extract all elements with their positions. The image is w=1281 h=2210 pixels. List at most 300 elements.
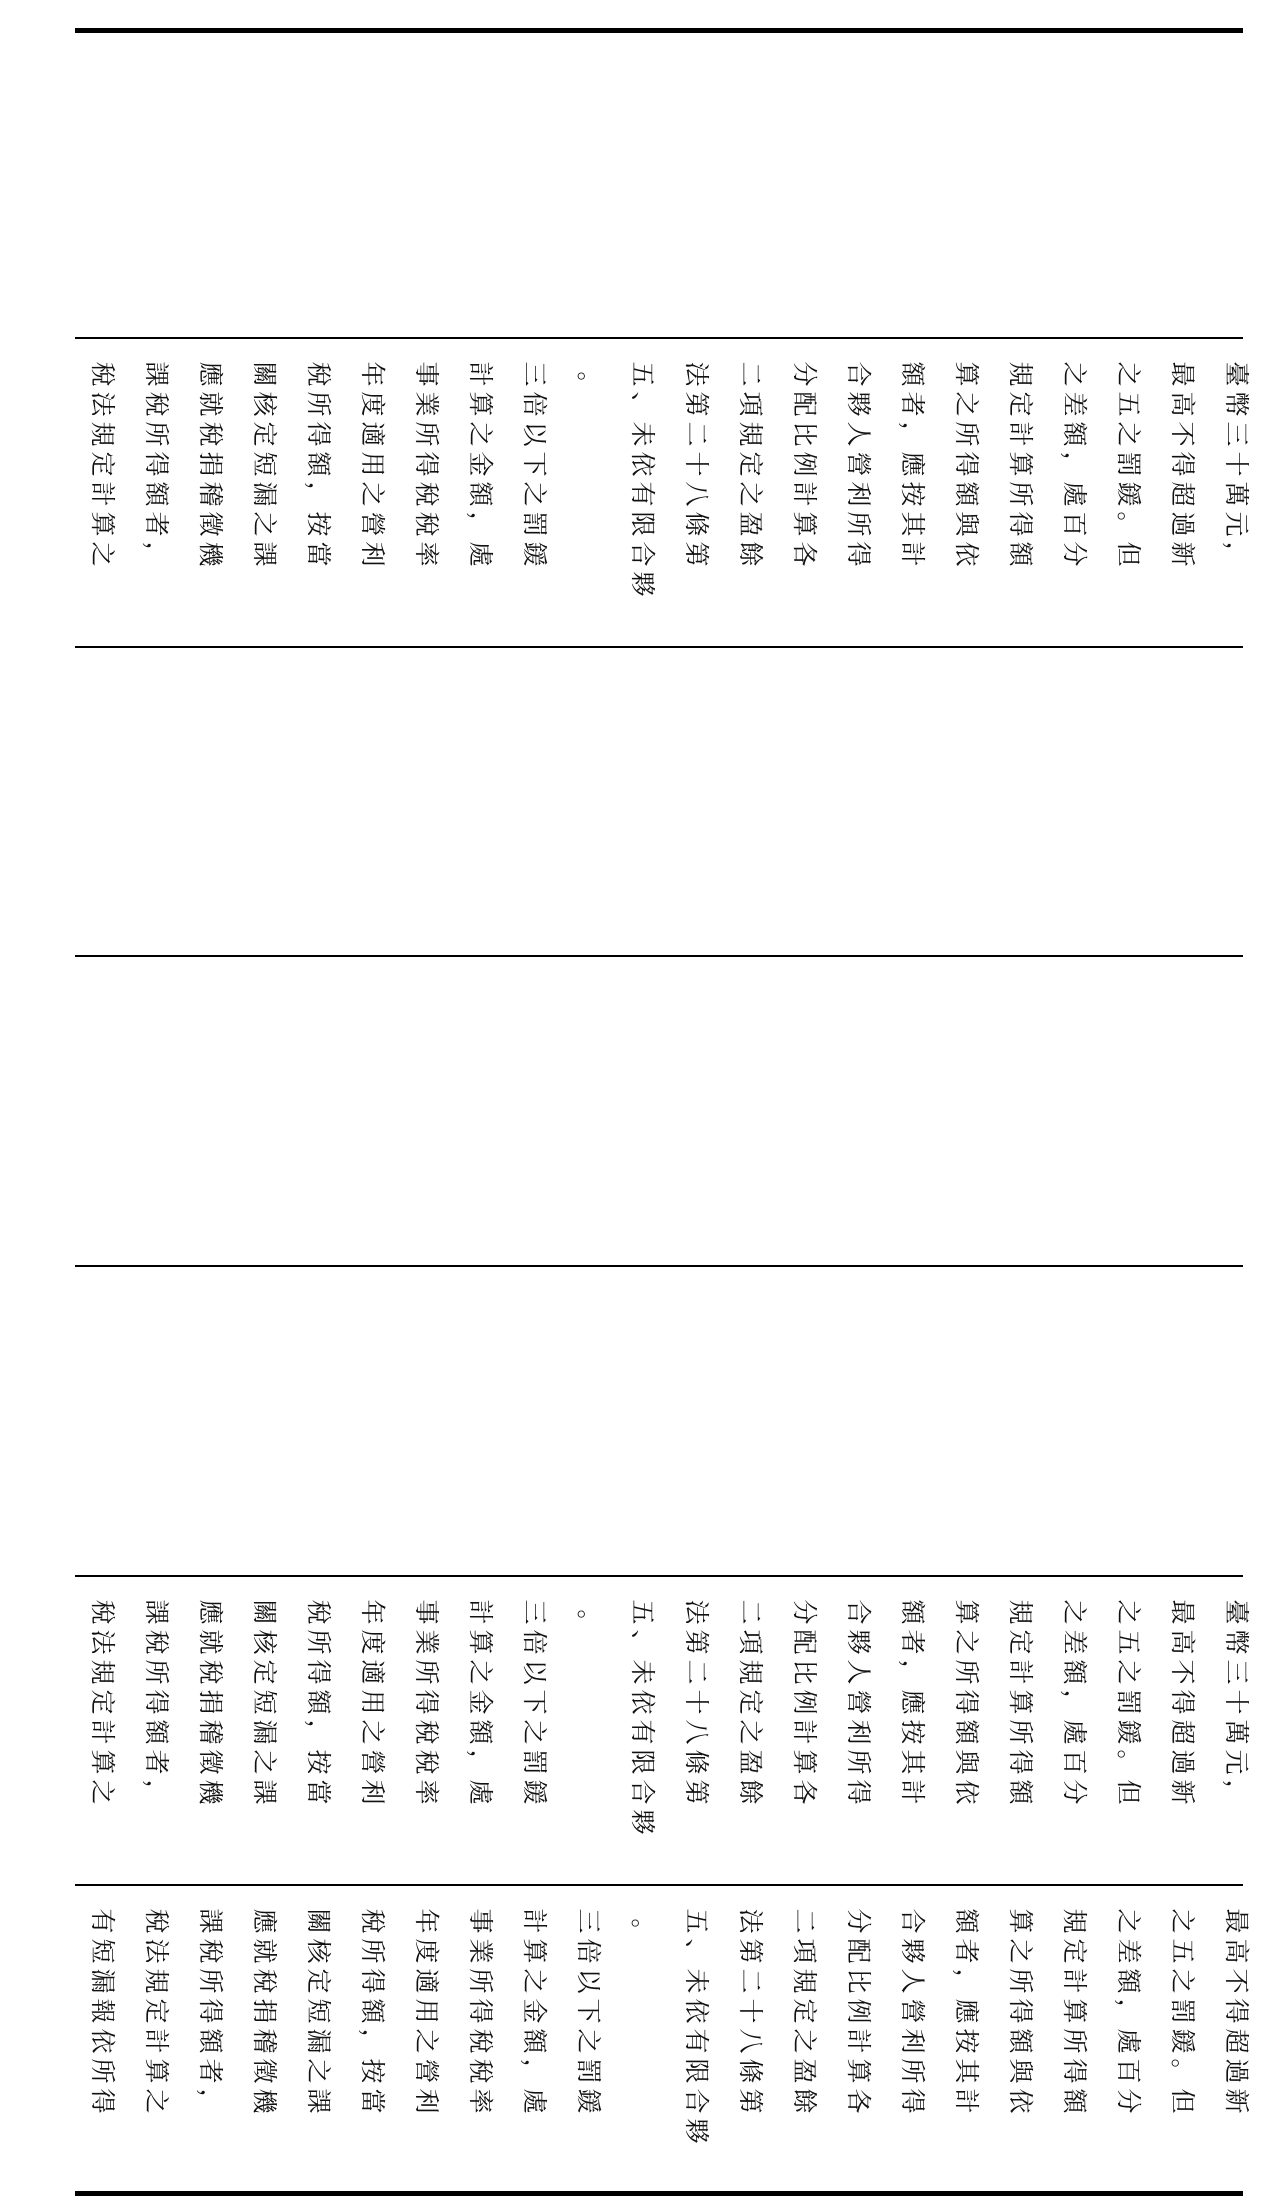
glyph: 課 xyxy=(196,1908,225,1934)
glyph: 得 xyxy=(844,541,873,567)
text-column xyxy=(399,1886,453,2191)
glyph: 計 xyxy=(142,2028,171,2054)
glyph: 計 xyxy=(1006,1659,1035,1685)
text-column xyxy=(345,1577,399,1884)
glyph: 者 xyxy=(142,1749,171,1775)
glyph: 不 xyxy=(1168,421,1197,447)
glyph: 過 xyxy=(1222,2058,1251,2084)
glyph: 比 xyxy=(790,1659,819,1685)
glyph: 額 xyxy=(952,1719,981,1745)
glyph: 盈 xyxy=(736,511,765,537)
glyph: 所 xyxy=(412,421,441,447)
text-column xyxy=(669,339,723,646)
glyph: 倍 xyxy=(574,1938,603,1964)
text-column xyxy=(1101,339,1155,646)
glyph: 餘 xyxy=(790,2088,819,2114)
glyph: 五 xyxy=(628,1599,657,1625)
glyph: 百 xyxy=(1114,2058,1143,2084)
glyph: 得 xyxy=(898,2088,927,2114)
glyph: 有 xyxy=(628,481,657,507)
glyph: 二 xyxy=(736,361,765,387)
glyph: 得 xyxy=(1168,1689,1197,1715)
glyph: 稅 xyxy=(196,1659,225,1685)
glyph: 合 xyxy=(844,1599,873,1625)
text-column xyxy=(1047,339,1101,646)
glyph: 五 xyxy=(1168,1938,1197,1964)
glyph: 按 xyxy=(952,2028,981,2054)
glyph: 度 xyxy=(412,1938,441,1964)
glyph: 分 xyxy=(844,1908,873,1934)
glyph: 利 xyxy=(844,481,873,507)
glyph: ， xyxy=(466,511,495,537)
glyph: 超 xyxy=(1222,2028,1251,2054)
glyph: 第 xyxy=(736,2088,765,2114)
glyph: 之 xyxy=(358,1719,387,1745)
glyph: 所 xyxy=(1006,1968,1035,1994)
text-column xyxy=(183,1577,237,1884)
text-column xyxy=(507,1886,561,2191)
text-column xyxy=(1047,1886,1101,2191)
glyph: 定 xyxy=(736,1689,765,1715)
glyph: 得 xyxy=(1006,511,1035,537)
text-column xyxy=(993,1577,1047,1884)
table-cell-text-a xyxy=(75,339,1251,646)
glyph: 短 xyxy=(250,1689,279,1715)
glyph: 得 xyxy=(1060,2058,1089,2084)
glyph: 夥 xyxy=(844,1629,873,1655)
glyph: ， xyxy=(196,2088,225,2114)
glyph: 之 xyxy=(304,2058,333,2084)
glyph: 倍 xyxy=(520,1629,549,1655)
table-cell-text-c xyxy=(75,1886,1251,2191)
glyph: 利 xyxy=(358,1779,387,1805)
glyph: 之 xyxy=(1114,1908,1143,1934)
glyph: 額 xyxy=(898,361,927,387)
text-column xyxy=(129,339,183,646)
glyph: 處 xyxy=(520,2088,549,2114)
glyph: 就 xyxy=(250,1938,279,1964)
glyph: 之 xyxy=(412,2028,441,2054)
glyph: 稽 xyxy=(196,1719,225,1745)
glyph: 十 xyxy=(682,451,711,477)
glyph: 應 xyxy=(196,1599,225,1625)
glyph: 盈 xyxy=(790,2058,819,2084)
glyph: 處 xyxy=(466,541,495,567)
text-column xyxy=(993,339,1047,646)
text-column xyxy=(777,339,831,646)
glyph: 報 xyxy=(88,1998,117,2024)
glyph: 算 xyxy=(142,2058,171,2084)
glyph: 五 xyxy=(1114,1629,1143,1655)
glyph: 得 xyxy=(952,1689,981,1715)
glyph: 計 xyxy=(88,1719,117,1745)
glyph: 最 xyxy=(1168,1599,1197,1625)
glyph: 用 xyxy=(412,1998,441,2024)
glyph: 額 xyxy=(304,1689,333,1715)
table-cell-text-b xyxy=(75,1577,1251,1884)
glyph: 合 xyxy=(682,2088,711,2114)
glyph: 例 xyxy=(844,1998,873,2024)
glyph: 規 xyxy=(88,1659,117,1685)
glyph: 罰 xyxy=(1114,1689,1143,1715)
glyph: 得 xyxy=(844,1779,873,1805)
text-column xyxy=(453,339,507,646)
glyph: 、 xyxy=(682,1938,711,1964)
glyph: 所 xyxy=(304,391,333,417)
glyph: ， xyxy=(1222,541,1251,567)
glyph: 依 xyxy=(1006,2088,1035,2114)
glyph: 得 xyxy=(196,1998,225,2024)
glyph: 用 xyxy=(358,451,387,477)
glyph: 得 xyxy=(304,1659,333,1685)
glyph: 以 xyxy=(574,1968,603,1994)
glyph: 定 xyxy=(88,451,117,477)
glyph: 之 xyxy=(1060,1599,1089,1625)
glyph: 定 xyxy=(1006,391,1035,417)
glyph: 罰 xyxy=(1168,1998,1197,2024)
glyph: 處 xyxy=(466,1779,495,1805)
text-column xyxy=(291,1886,345,2191)
text-column xyxy=(507,339,561,646)
glyph: 罰 xyxy=(1114,451,1143,477)
glyph: 其 xyxy=(952,2058,981,2084)
glyph: 夥 xyxy=(628,571,657,597)
glyph: 稅 xyxy=(466,2058,495,2084)
text-column xyxy=(75,1577,129,1884)
glyph: 計 xyxy=(844,2028,873,2054)
glyph: 者 xyxy=(142,511,171,537)
glyph: 差 xyxy=(1114,1938,1143,1964)
glyph: 額 xyxy=(952,481,981,507)
glyph: 之 xyxy=(736,1719,765,1745)
glyph: 得 xyxy=(1168,451,1197,477)
glyph: 五 xyxy=(1114,391,1143,417)
glyph: 計 xyxy=(466,361,495,387)
glyph: 用 xyxy=(358,1689,387,1715)
glyph: 計 xyxy=(790,1719,819,1745)
glyph: 鍰 xyxy=(520,541,549,567)
glyph: 額 xyxy=(520,2028,549,2054)
glyph: 下 xyxy=(574,1998,603,2024)
glyph: 得 xyxy=(466,1998,495,2024)
glyph: 課 xyxy=(304,2088,333,2114)
glyph: 所 xyxy=(952,421,981,447)
glyph: 營 xyxy=(358,511,387,537)
glyph: 關 xyxy=(250,1599,279,1625)
glyph: 額 xyxy=(952,1908,981,1934)
glyph: 五 xyxy=(682,1908,711,1934)
glyph: 額 xyxy=(142,1719,171,1745)
glyph: 所 xyxy=(1060,2028,1089,2054)
glyph: 所 xyxy=(142,1659,171,1685)
glyph: 各 xyxy=(790,1779,819,1805)
text-column xyxy=(669,1886,723,2191)
glyph: 超 xyxy=(1168,1719,1197,1745)
glyph: 合 xyxy=(898,1908,927,1934)
glyph: 之 xyxy=(250,511,279,537)
glyph: 計 xyxy=(790,481,819,507)
glyph: 二 xyxy=(736,1968,765,1994)
glyph: 合 xyxy=(844,361,873,387)
text-column xyxy=(453,1577,507,1884)
glyph: 罰 xyxy=(574,2058,603,2084)
text-column xyxy=(885,1886,939,2191)
glyph: 年 xyxy=(358,1599,387,1625)
glyph: 率 xyxy=(466,2088,495,2114)
glyph: 條 xyxy=(682,1749,711,1775)
text-column xyxy=(561,1886,615,2191)
text-column xyxy=(993,1886,1047,2191)
glyph: 新 xyxy=(1168,1779,1197,1805)
glyph: 稅 xyxy=(88,361,117,387)
glyph: 八 xyxy=(736,2028,765,2054)
text-column xyxy=(939,1886,993,2191)
glyph: 十 xyxy=(736,1998,765,2024)
glyph: 但 xyxy=(1114,541,1143,567)
glyph: 法 xyxy=(142,1938,171,1964)
glyph: 分 xyxy=(790,361,819,387)
text-column xyxy=(345,339,399,646)
glyph: 當 xyxy=(304,1779,333,1805)
glyph: 夥 xyxy=(844,391,873,417)
glyph: 之 xyxy=(736,481,765,507)
glyph: 短 xyxy=(304,1998,333,2024)
glyph: 漏 xyxy=(250,1719,279,1745)
glyph: 人 xyxy=(844,1659,873,1685)
glyph: 高 xyxy=(1168,1629,1197,1655)
glyph: 稅 xyxy=(412,511,441,537)
text-column xyxy=(1101,1886,1155,2191)
glyph: 者 xyxy=(196,2058,225,2084)
glyph: 徵 xyxy=(196,1749,225,1775)
glyph: 定 xyxy=(1006,1629,1035,1655)
glyph: 定 xyxy=(88,1689,117,1715)
glyph: 金 xyxy=(466,1689,495,1715)
glyph: 定 xyxy=(790,1998,819,2024)
glyph: 萬 xyxy=(1222,481,1251,507)
glyph: 三 xyxy=(1222,1659,1251,1685)
text-column xyxy=(399,339,453,646)
glyph: 處 xyxy=(1114,2028,1143,2054)
glyph: 八 xyxy=(682,481,711,507)
glyph: 所 xyxy=(88,2058,117,2084)
glyph: ， xyxy=(1060,451,1089,477)
glyph: 關 xyxy=(304,1908,333,1934)
glyph: 之 xyxy=(1168,1968,1197,1994)
glyph: 稅 xyxy=(250,1968,279,1994)
text-column xyxy=(1155,339,1209,646)
glyph: 配 xyxy=(790,391,819,417)
glyph: 營 xyxy=(844,1689,873,1715)
table-cell-empty-4 xyxy=(75,1267,1243,1575)
glyph: 處 xyxy=(1060,481,1089,507)
glyph: 額 xyxy=(1114,1968,1143,1994)
glyph: 十 xyxy=(682,1689,711,1715)
glyph: 額 xyxy=(1060,1659,1089,1685)
text-column xyxy=(777,1886,831,2191)
glyph: 。 xyxy=(1168,2058,1197,2084)
text-column xyxy=(723,339,777,646)
text-column xyxy=(453,1886,507,2191)
glyph: 第 xyxy=(682,541,711,567)
table-cell-empty-1 xyxy=(75,33,1243,337)
text-column xyxy=(615,1577,669,1884)
glyph: 以 xyxy=(520,421,549,447)
glyph: 業 xyxy=(412,1629,441,1655)
glyph: 下 xyxy=(520,1689,549,1715)
glyph: 率 xyxy=(412,541,441,567)
glyph: 機 xyxy=(250,2088,279,2114)
glyph: 規 xyxy=(142,1968,171,1994)
glyph: 元 xyxy=(1222,511,1251,537)
glyph: 業 xyxy=(466,1938,495,1964)
glyph: 比 xyxy=(844,1968,873,1994)
glyph: 核 xyxy=(250,1629,279,1655)
glyph: 所 xyxy=(412,1659,441,1685)
glyph: 利 xyxy=(412,2088,441,2114)
glyph: 按 xyxy=(898,481,927,507)
text-column xyxy=(831,1886,885,2191)
glyph: 稅 xyxy=(304,361,333,387)
glyph: 額 xyxy=(1060,2088,1089,2114)
glyph: 按 xyxy=(304,511,333,537)
glyph: 餘 xyxy=(736,1779,765,1805)
glyph: 算 xyxy=(952,1599,981,1625)
glyph: 依 xyxy=(682,1998,711,2024)
text-column xyxy=(1101,1577,1155,1884)
glyph: 核 xyxy=(250,391,279,417)
glyph: 計 xyxy=(898,541,927,567)
glyph: 額 xyxy=(1006,2028,1035,2054)
glyph: 得 xyxy=(1006,1998,1035,2024)
glyph: 超 xyxy=(1168,481,1197,507)
glyph: 稽 xyxy=(250,2028,279,2054)
glyph: 得 xyxy=(88,2088,117,2114)
glyph: 之 xyxy=(520,1968,549,1994)
text-column xyxy=(939,339,993,646)
glyph: 得 xyxy=(358,1968,387,1994)
glyph: 算 xyxy=(1006,451,1035,477)
glyph: 稅 xyxy=(304,1599,333,1625)
glyph: 算 xyxy=(88,511,117,537)
glyph: 課 xyxy=(142,1599,171,1625)
glyph: 額 xyxy=(1060,421,1089,447)
text-column xyxy=(1209,1886,1263,2191)
glyph: 所 xyxy=(304,1629,333,1655)
glyph: 徵 xyxy=(196,511,225,537)
glyph: 處 xyxy=(1060,1719,1089,1745)
glyph: 合 xyxy=(628,1779,657,1805)
glyph: 臺 xyxy=(1222,361,1251,387)
text-column xyxy=(615,1886,669,2191)
glyph: ， xyxy=(304,481,333,507)
glyph: 、 xyxy=(628,1629,657,1655)
glyph: 之 xyxy=(520,481,549,507)
glyph: 利 xyxy=(898,2028,927,2054)
glyph: 第 xyxy=(682,391,711,417)
glyph: 捐 xyxy=(196,1689,225,1715)
glyph: 規 xyxy=(1006,1599,1035,1625)
glyph: 漏 xyxy=(250,481,279,507)
glyph: 額 xyxy=(466,481,495,507)
glyph: 應 xyxy=(898,1689,927,1715)
glyph: 鍰 xyxy=(574,2088,603,2114)
glyph: 所 xyxy=(952,1659,981,1685)
text-column xyxy=(237,1577,291,1884)
glyph: 高 xyxy=(1168,391,1197,417)
glyph: 算 xyxy=(88,1749,117,1775)
glyph: 計 xyxy=(898,1779,927,1805)
glyph: 第 xyxy=(736,1938,765,1964)
glyph: 三 xyxy=(520,1599,549,1625)
glyph: 未 xyxy=(628,1659,657,1685)
glyph: 利 xyxy=(358,541,387,567)
glyph: 所 xyxy=(1006,1719,1035,1745)
glyph: 。 xyxy=(1114,511,1143,537)
text-column xyxy=(345,1886,399,2191)
glyph: 得 xyxy=(952,451,981,477)
glyph: 之 xyxy=(88,1779,117,1805)
text-column xyxy=(885,1577,939,1884)
glyph: 分 xyxy=(1114,2088,1143,2114)
glyph: 幣 xyxy=(1222,1629,1251,1655)
glyph: 差 xyxy=(1060,1629,1089,1655)
glyph: 項 xyxy=(790,1938,819,1964)
glyph: 限 xyxy=(628,511,657,537)
glyph: 業 xyxy=(412,391,441,417)
glyph: 課 xyxy=(142,361,171,387)
glyph: 額 xyxy=(358,1998,387,2024)
glyph: 按 xyxy=(304,1749,333,1775)
glyph: 度 xyxy=(358,391,387,417)
glyph: 餘 xyxy=(736,541,765,567)
text-column xyxy=(237,339,291,646)
text-column xyxy=(561,339,615,646)
glyph: 人 xyxy=(898,1968,927,1994)
text-column xyxy=(831,1577,885,1884)
glyph: 稅 xyxy=(142,1908,171,1934)
glyph: 三 xyxy=(520,361,549,387)
glyph: 不 xyxy=(1222,1968,1251,1994)
glyph: ， xyxy=(142,1779,171,1805)
glyph: 年 xyxy=(412,1908,441,1934)
glyph: 夥 xyxy=(898,1938,927,1964)
glyph: 高 xyxy=(1222,1938,1251,1964)
glyph: 計 xyxy=(1060,1968,1089,1994)
text-column xyxy=(831,339,885,646)
glyph: 之 xyxy=(466,1659,495,1685)
glyph: 捐 xyxy=(250,1998,279,2024)
glyph: 年 xyxy=(358,361,387,387)
glyph: 之 xyxy=(466,421,495,447)
glyph: 有 xyxy=(682,2028,711,2054)
glyph: 得 xyxy=(1006,1749,1035,1775)
glyph: 就 xyxy=(196,391,225,417)
glyph: 夥 xyxy=(628,1809,657,1835)
glyph: 依 xyxy=(952,1779,981,1805)
glyph: 所 xyxy=(1006,481,1035,507)
glyph: ， xyxy=(952,1968,981,1994)
glyph: 應 xyxy=(250,1908,279,1934)
glyph: 與 xyxy=(1006,2058,1035,2084)
glyph: 新 xyxy=(1222,2088,1251,2114)
glyph: 計 xyxy=(952,2088,981,2114)
glyph: 百 xyxy=(1060,511,1089,537)
glyph: 項 xyxy=(736,1629,765,1655)
glyph: 計 xyxy=(466,1599,495,1625)
glyph: 二 xyxy=(790,1908,819,1934)
glyph: 之 xyxy=(1060,361,1089,387)
